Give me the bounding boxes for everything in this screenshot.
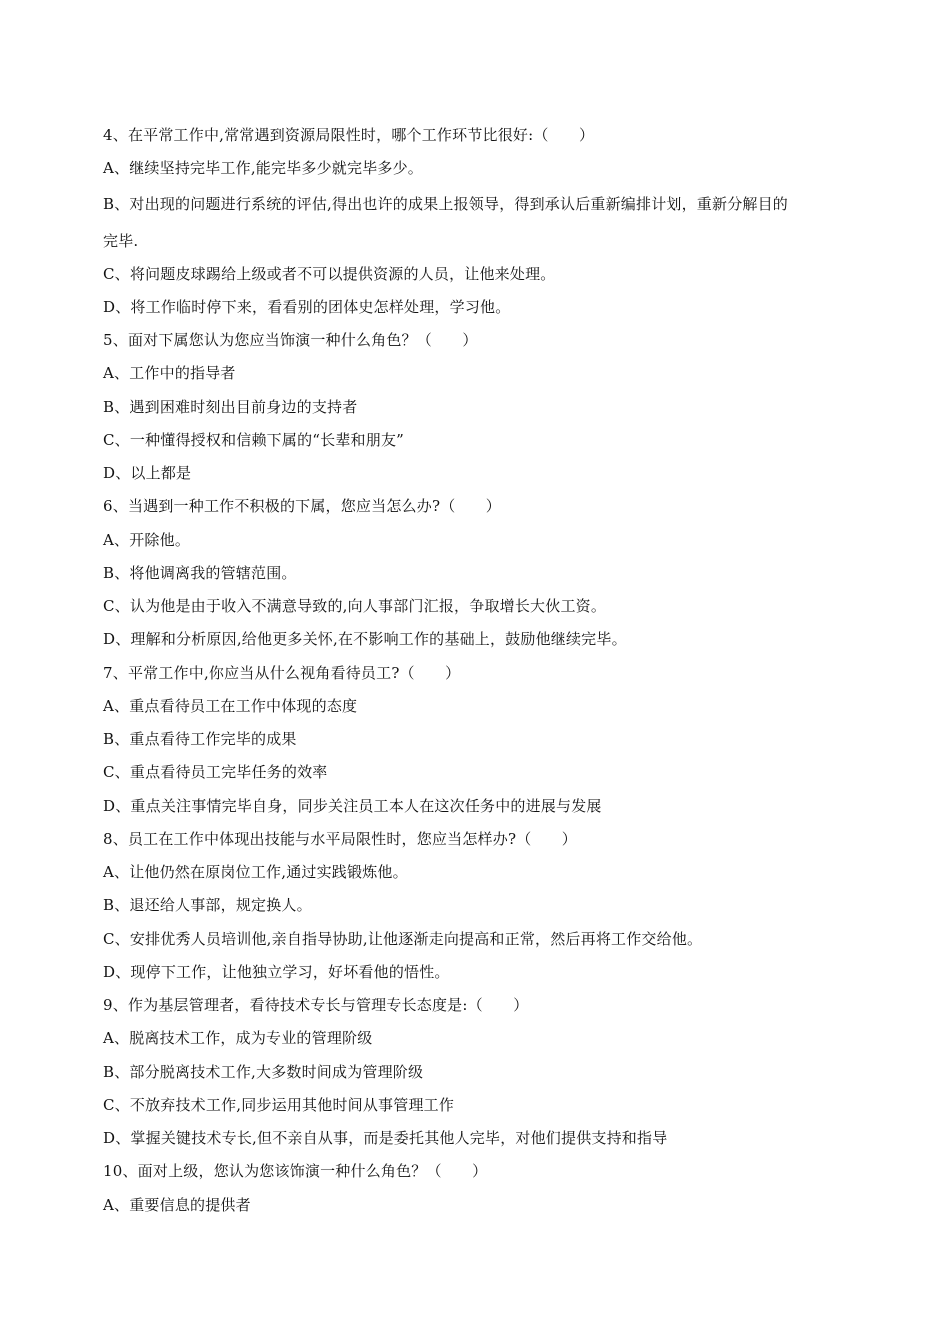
question-4: 4、在平常工作中,常常遇到资源局限性时，哪个工作环节比很好:（ ） <box>103 126 595 144</box>
option-7d: D、重点关注事情完毕自身，同步关注员工本人在这次任务中的进展与发展 <box>103 797 602 815</box>
option-5d: D、以上都是 <box>103 464 192 482</box>
option-8c: C、安排优秀人员培训他,亲自指导协助,让他逐渐走向提高和正常，然后再将工作交给他。 <box>103 930 703 948</box>
question-10: 10、面对上级，您认为您该饰演一种什么角色？（ ） <box>103 1162 488 1180</box>
question-5: 5、面对下属您认为您应当饰演一种什么角色？（ ） <box>103 331 478 349</box>
option-7b: B、重点看待工作完毕的成果 <box>103 730 297 748</box>
option-4d: D、将工作临时停下来，看看别的团体史怎样处理，学习他。 <box>103 298 511 316</box>
option-9c: C、不放弃技术工作,同步运用其他时间从事管理工作 <box>103 1096 455 1114</box>
option-9b: B、部分脱离技术工作,大多数时间成为管理阶级 <box>103 1063 424 1081</box>
option-5a: A、工作中的指导者 <box>103 364 236 382</box>
option-10a: A、重要信息的提供者 <box>103 1196 251 1214</box>
option-6c: C、认为他是由于收入不满意导致的,向人事部门汇报，争取增长大伙工资。 <box>103 597 607 615</box>
option-8a: A、让他仍然在原岗位工作,通过实践锻炼他。 <box>103 863 408 881</box>
question-7: 7、平常工作中,你应当从什么视角看待员工?（ ） <box>103 664 461 682</box>
option-5b: B、遇到困难时刻出目前身边的支持者 <box>103 398 358 416</box>
option-7c: C、重点看待员工完毕任务的效率 <box>103 763 328 781</box>
option-4b: B、对出现的问题进行系统的评估,得出也许的成果上报领导，得到承认后重新编排计划，重新分解目的 <box>103 195 788 213</box>
option-8d: D、现停下工作，让他独立学习，好坏看他的悟性。 <box>103 963 450 981</box>
option-6b: B、将他调离我的管辖范围。 <box>103 564 297 582</box>
option-9d: D、掌握关键技术专长,但不亲自从事，而是委托其他人完毕，对他们提供支持和指导 <box>103 1129 668 1147</box>
option-5c: C、一种懂得授权和信赖下属的“长辈和朋友” <box>103 431 405 449</box>
option-9a: A、脱离技术工作，成为专业的管理阶级 <box>103 1029 373 1047</box>
option-6a: A、开除他。 <box>103 531 191 549</box>
option-4c: C、将问题皮球踢给上级或者不可以提供资源的人员，让他来处理。 <box>103 265 556 283</box>
option-4b-continued: 完毕. <box>103 232 139 250</box>
option-4a: A、继续坚持完毕工作,能完毕多少就完毕多少。 <box>103 159 424 177</box>
question-9: 9、作为基层管理者，看待技术专长与管理专长态度是:（ ） <box>103 996 529 1014</box>
question-8: 8、员工在工作中体现出技能与水平局限性时，您应当怎样办?（ ） <box>103 830 577 848</box>
question-6: 6、当遇到一种工作不积极的下属，您应当怎么办?（ ） <box>103 497 501 515</box>
option-8b: B、退还给人事部，规定换人。 <box>103 896 312 914</box>
option-6d: D、理解和分析原因,给他更多关怀,在不影响工作的基础上，鼓励他继续完毕。 <box>103 630 627 648</box>
option-7a: A、重点看待员工在工作中体现的态度 <box>103 697 358 715</box>
